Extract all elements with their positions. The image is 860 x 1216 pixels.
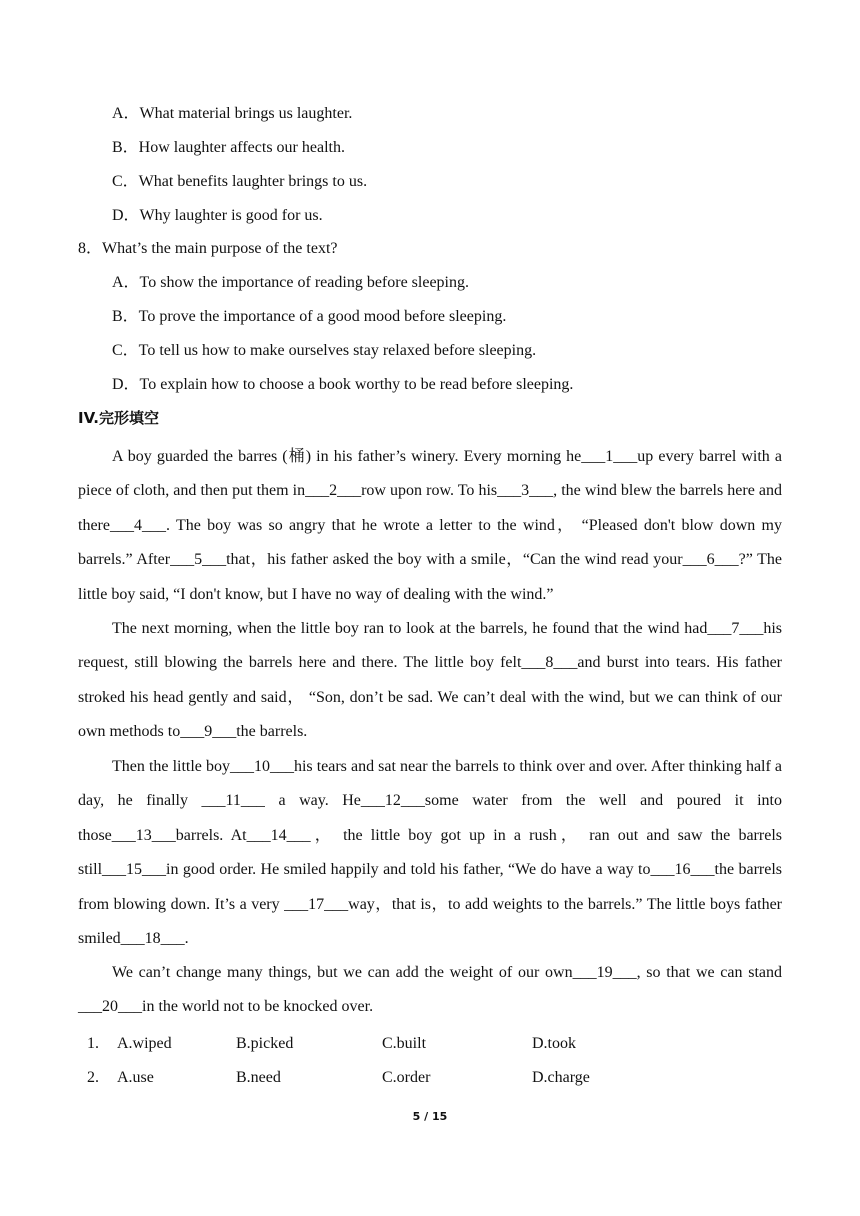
answer-option-a: A.wiped <box>117 1035 172 1052</box>
page-number: 5 / 15 <box>412 1110 448 1123</box>
cloze-paragraph-2: The next morning, when the little boy ran to look at the barrels, he found that the wind had___7___his request, still blowing the barrels here and there. The little boy felt___8___and burst into tears. His father stroked his head gently and said， “Son, don’t be sad. We can’t deal with the wind, but we can think of our own methods to___9___the barrels. <box>78 620 782 741</box>
answer-option-a: A.use <box>117 1069 154 1086</box>
q7-option-a: A．What material brings us laughter. <box>112 105 353 122</box>
cloze-paragraph-4: We can’t change many things, but we can add the weight of our own___19___, so that we can stand ___20___in the world not to be knocked over. <box>78 964 782 1016</box>
section-heading: IV.完形填空 <box>78 409 159 427</box>
q8-option-d: D．To explain how to choose a book worthy to be read before sleeping. <box>112 376 574 393</box>
answer-option-b: B.need <box>236 1069 281 1086</box>
q8-option-a: A．To show the importance of reading before sleeping. <box>112 274 469 291</box>
answer-number: 1. <box>87 1035 99 1052</box>
q8-stem: 8．What’s the main purpose of the text? <box>78 240 338 257</box>
q8-option-b: B．To prove the importance of a good mood before sleeping. <box>112 308 507 325</box>
answer-option-b: B.picked <box>236 1035 294 1052</box>
answer-option-c: C.order <box>382 1069 431 1086</box>
answer-number: 2. <box>87 1069 99 1086</box>
q7-option-d: D．Why laughter is good for us. <box>112 207 323 224</box>
q7-option-b: B．How laughter affects our health. <box>112 139 345 156</box>
q7-option-c: C．What benefits laughter brings to us. <box>112 173 368 190</box>
answer-option-d: D.took <box>532 1035 576 1052</box>
cloze-paragraph-3: Then the little boy___10___his tears and sat near the barrels to think over and over. After thinking half a day, he finally ___11___ a way. He___12___some water from the well and poured it into those___13___barrels. At___14___， the little boy got up in a rush， ran out and saw the barrels still___15___in good order. He smiled happily and told his father, “We do have a way to___16___the barrels from blowing down. It’s a very ___17___way，that is，to add weights to the barrels.” The little boys father smiled___18___. <box>78 758 782 948</box>
q8-option-c: C．To tell us how to make ourselves stay relaxed before sleeping. <box>112 342 537 359</box>
answer-option-d: D.charge <box>532 1069 590 1086</box>
answer-option-c: C.built <box>382 1035 427 1052</box>
cloze-paragraph-1: A boy guarded the barres (桶) in his father’s winery. Every morning he___1___up every barrel with a piece of cloth, and then put them in___2___row upon row. To his___3___, the wind blew the barrels here and there___4___. The boy was so angry that he wrote a letter to the wind， “Pleased don't blow down my barrels.” After___5___that，his father asked the boy with a smile，“Can the wind read your___6___?” The little boy said, “I don't know, but I have no way of dealing with the wind.” <box>78 448 782 603</box>
